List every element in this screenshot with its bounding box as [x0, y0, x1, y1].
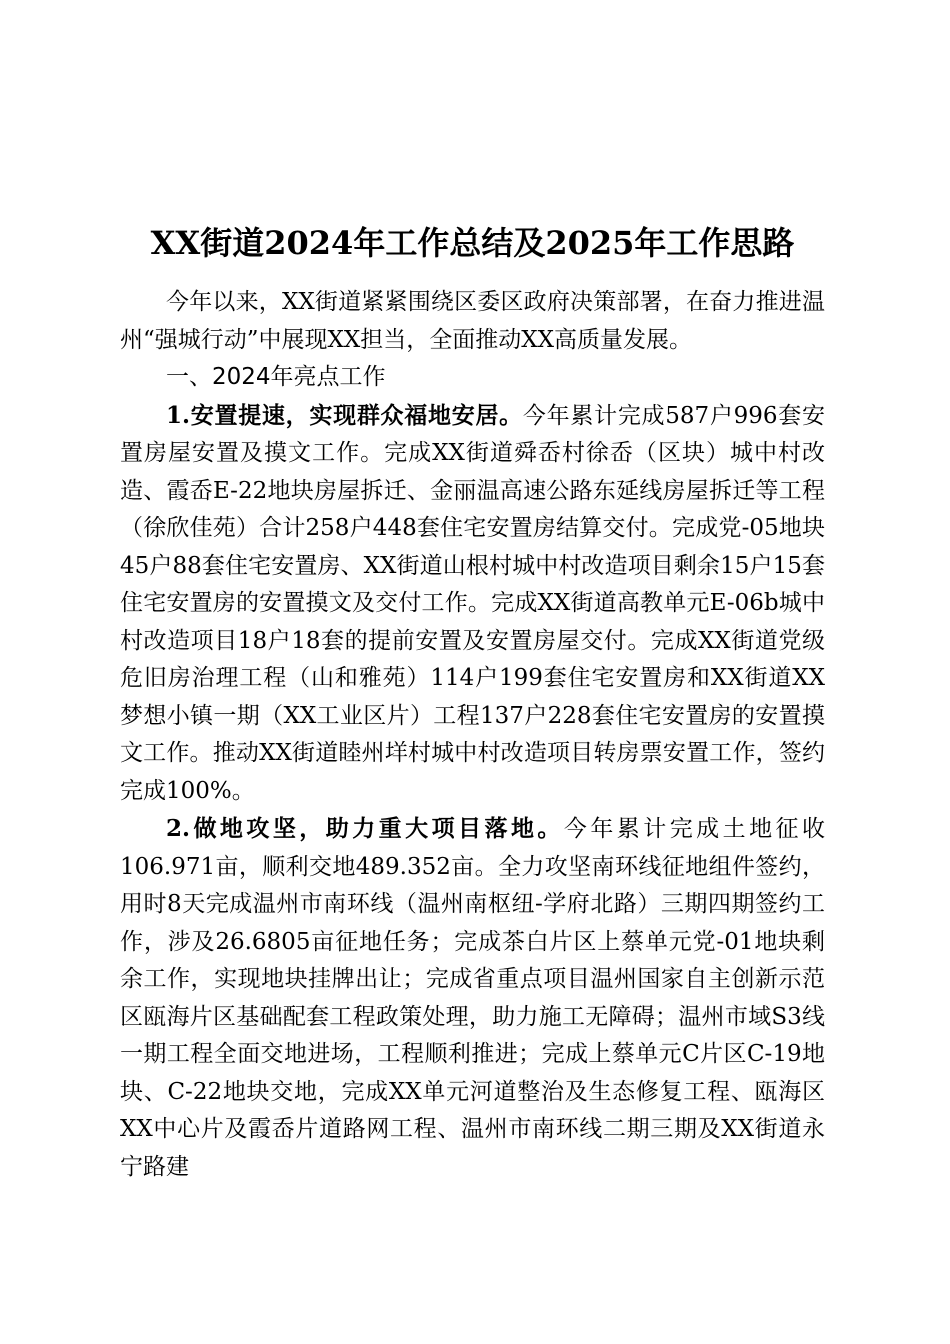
item-1-lead: 1.安置提速，实现群众福地安居。 — [166, 401, 523, 429]
item-1-text: 今年累计完成587户996套安置房屋安置及摸文工作。完成XX街道舜岙村徐岙（区块）城中村改造、霞岙E-22地块房屋拆迁、金丽温高速公路东延线房屋拆迁等工程（徐欣佳苑）合计258户448套住宅安置房结算交付。完成党-05地块45户88套住宅安置房、XX街道山根村城中村改造项目剩余15户15套住宅安置房的安置摸文及交付工作。完成XX街道高教单元E-06b城中村改造项目18户18套的提前安置及安置房屋交付。完成XX街道党级危旧房治理工程（山和雅苑）114户199套住宅安置房和XX街道XX梦想小镇一期（XX工业区片）工程137户228套住宅安置房的安置摸文工作。推动XX街道睦州垟村城中村改造项目转房票安置工作，签约完成100%。 — [120, 402, 825, 804]
item-1-paragraph — [120, 397, 825, 811]
item-2-lead: 2.做地攻坚，助力重大项目落地。 — [166, 815, 564, 842]
item-2-text: 今年累计完成土地征收106.971亩，顺利交地489.352亩。全力攻坚南环线征地组件签约，用时8天完成温州市南环线（温州南枢纽-学府北路）三期四期签约工作，涉及26.6805亩征地任务；完成茶白片区上蔡单元党-01地块剩余工作，实现地块挂牌出让；完成省重点项目温州国家自主创新示范区瓯海片区基础配套工程政策处理，助力施工无障碍；温州市域S3线一期工程全面交地进场，工程顺利推进；完成上蔡单元C片区C-19地块、C-22地块交地，完成XX单元河道整治及生态修复工程、瓯海区XX中心片及霞岙片道路网工程、温州市南环线二期三期及XX街道永宁路建 — [120, 816, 826, 1180]
document-body — [120, 284, 825, 1186]
item-2-paragraph — [120, 810, 825, 1186]
section-heading: 一、2024年亮点工作 — [166, 364, 386, 390]
document-title: XX街道2024年工作总结及2025年工作思路 — [150, 224, 795, 263]
intro-paragraph: 今年以来，XX街道紧紧围绕区委区政府决策部署，在奋力推进温州“强城行动”中展现XX担当，全面推动XX高质量发展。 — [120, 289, 825, 353]
